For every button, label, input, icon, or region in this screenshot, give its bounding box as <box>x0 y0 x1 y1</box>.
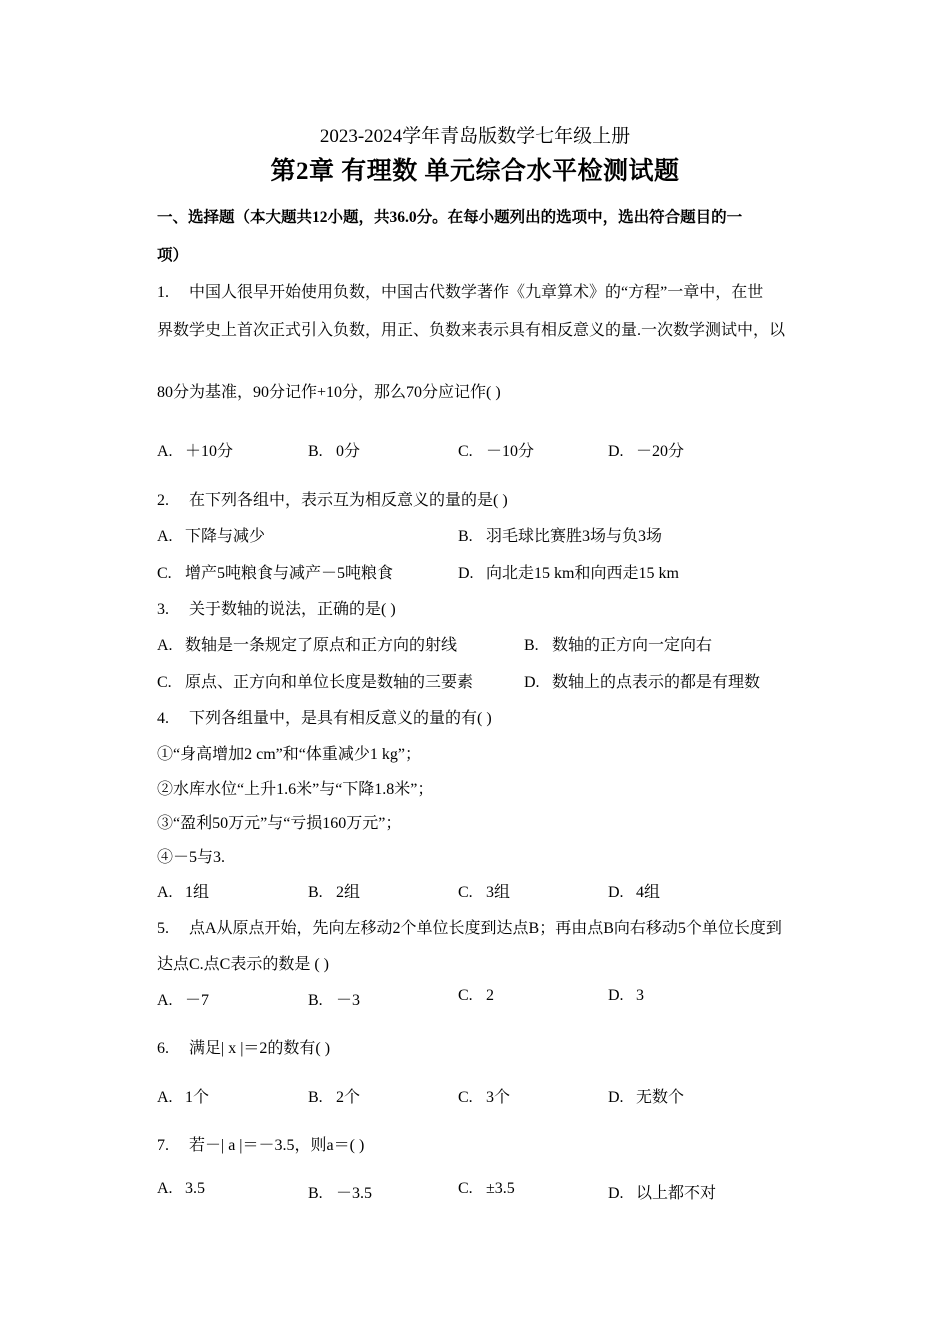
option-label: D. <box>608 1089 624 1106</box>
q3-option-b[interactable] <box>524 632 712 655</box>
section-heading-line-1: 一、选择题（本大题共12小题，共36.0分。在每小题列出的选项中，选出符合题目的一 <box>157 209 743 226</box>
q2-option-c[interactable] <box>157 560 393 583</box>
q6-option-b[interactable] <box>308 1084 360 1107</box>
question-number: 1. <box>157 284 169 301</box>
q4-option-a[interactable] <box>157 879 209 902</box>
q1-option-d[interactable] <box>608 438 684 461</box>
option-label: A. <box>157 884 173 901</box>
q7-option-a[interactable] <box>157 1180 205 1198</box>
option-text: 羽毛球比赛胜3场与负3场 <box>486 528 663 545</box>
q2-option-b[interactable] <box>458 523 662 546</box>
option-text: 2 <box>486 987 494 1004</box>
option-label: A. <box>157 637 173 654</box>
question-text: 点A从原点开始，先向左移动2个单位长度到达点B；再由点B向右移动5个单位长度到 <box>189 920 782 937</box>
option-text: ±3.5 <box>486 1180 515 1197</box>
question-text: 满足| x |＝2的数有( ) <box>189 1040 331 1057</box>
option-text: 4组 <box>636 884 661 901</box>
option-text: 3 <box>636 987 644 1004</box>
option-label: D. <box>608 443 624 460</box>
option-label: A. <box>157 1180 173 1197</box>
q1-option-b[interactable] <box>308 438 360 461</box>
question-number: 2. <box>157 492 169 509</box>
question-1 <box>157 279 763 302</box>
option-label: B. <box>458 528 473 545</box>
q7-option-b[interactable] <box>308 1180 372 1203</box>
question-2 <box>157 487 508 510</box>
q4-option-d[interactable] <box>608 879 660 902</box>
option-label: C. <box>458 443 473 460</box>
option-text: 3个 <box>486 1089 511 1106</box>
option-text: 原点、正方向和单位长度是数轴的三要素 <box>185 674 474 691</box>
option-label: A. <box>157 992 173 1009</box>
question-4-item-1: ①“身高增加2 cm”和“体重减少1 kg”； <box>157 746 421 763</box>
option-text: 1组 <box>185 884 210 901</box>
q7-option-c[interactable] <box>458 1180 515 1198</box>
q6-option-c[interactable] <box>458 1084 510 1107</box>
section-heading-line-2: 项） <box>157 247 189 264</box>
option-text: 数轴是一条规定了原点和正方向的射线 <box>185 637 458 654</box>
question-6 <box>157 1035 330 1058</box>
option-label: B. <box>308 1089 323 1106</box>
option-label: B. <box>308 884 323 901</box>
question-text: 下列各组量中，是具有相反意义的量的有( ) <box>189 710 492 727</box>
option-label: A. <box>157 1089 173 1106</box>
question-number: 3. <box>157 601 169 618</box>
q1-option-c[interactable] <box>458 438 534 461</box>
q4-option-b[interactable] <box>308 879 360 902</box>
option-label: D. <box>608 1185 624 1202</box>
option-label: C. <box>458 987 473 1004</box>
q3-option-d[interactable] <box>524 669 760 692</box>
question-number: 5. <box>157 920 169 937</box>
option-text: 数轴的正方向一定向右 <box>552 637 713 654</box>
option-text: －20分 <box>636 443 685 460</box>
question-text: 在下列各组中，表示互为相反意义的量的是( ) <box>189 492 508 509</box>
option-text: 2组 <box>336 884 361 901</box>
option-text: 无数个 <box>636 1089 685 1106</box>
option-label: C. <box>458 1089 473 1106</box>
q5-option-d[interactable] <box>608 987 644 1005</box>
option-text: －3.5 <box>336 1185 373 1202</box>
option-label: D. <box>608 884 624 901</box>
question-5-line-2: 达点C.点C表示的数是 ( ) <box>157 956 330 973</box>
option-text: 下降与减少 <box>185 528 266 545</box>
question-text: 关于数轴的说法，正确的是( ) <box>189 601 396 618</box>
option-label: B. <box>308 1185 323 1202</box>
question-number: 4. <box>157 710 169 727</box>
option-text: －7 <box>185 992 210 1009</box>
q6-option-d[interactable] <box>608 1084 684 1107</box>
option-label: C. <box>458 1180 473 1197</box>
option-label: B. <box>308 443 323 460</box>
document-title: 第2章 有理数 单元综合水平检测试题 <box>270 158 680 185</box>
q6-option-a[interactable] <box>157 1084 209 1107</box>
option-text: 1个 <box>185 1089 210 1106</box>
question-4 <box>157 705 492 728</box>
option-text: 数轴上的点表示的都是有理数 <box>552 674 761 691</box>
option-label: D. <box>524 674 540 691</box>
q2-option-a[interactable] <box>157 523 265 546</box>
option-label: A. <box>157 528 173 545</box>
option-text: 增产5吨粮食与减产－5吨粮食 <box>185 565 394 582</box>
option-text: 3组 <box>486 884 511 901</box>
question-4-item-3: ③“盈利50万元”与“亏损160万元”； <box>157 815 402 832</box>
question-number: 7. <box>157 1137 169 1154</box>
q5-option-c[interactable] <box>458 987 494 1005</box>
q2-option-d[interactable] <box>458 560 679 583</box>
option-label: A. <box>157 443 173 460</box>
document-subtitle: 2023-2024学年青岛版数学七年级上册 <box>319 126 631 147</box>
q3-option-a[interactable] <box>157 632 457 655</box>
option-text: 向北走15 km和向西走15 km <box>486 565 679 582</box>
q1-option-a[interactable] <box>157 438 233 461</box>
question-3 <box>157 596 396 619</box>
question-number: 6. <box>157 1040 169 1057</box>
question-1-line-3: 80分为基准，90分记作+10分，那么70分应记作( ) <box>157 384 501 401</box>
question-text: 若－| a |＝－3.5，则a＝( ) <box>189 1137 365 1154</box>
q3-option-c[interactable] <box>157 669 473 692</box>
question-7 <box>157 1132 364 1155</box>
q5-option-a[interactable] <box>157 987 209 1010</box>
option-text: ＋10分 <box>185 443 234 460</box>
option-text: 2个 <box>336 1089 361 1106</box>
option-label: C. <box>157 674 172 691</box>
option-label: C. <box>157 565 172 582</box>
option-text: 3.5 <box>185 1180 205 1197</box>
option-label: D. <box>458 565 474 582</box>
option-label: C. <box>458 884 473 901</box>
option-label: B. <box>524 637 539 654</box>
option-text: 0分 <box>336 443 361 460</box>
q5-option-b[interactable] <box>308 987 360 1010</box>
question-5 <box>157 915 782 938</box>
option-label: B. <box>308 992 323 1009</box>
question-1-line-2: 界数学史上首次正式引入负数，用正、负数来表示具有相反意义的量.一次数学测试中，以 <box>157 322 786 339</box>
question-4-item-4: ④－5与3. <box>157 849 226 866</box>
question-4-item-2: ②水库水位“上升1.6米”与“下降1.8米”； <box>157 781 434 798</box>
q7-option-d[interactable] <box>608 1180 716 1203</box>
q4-option-c[interactable] <box>458 879 510 902</box>
option-text: 以上都不对 <box>636 1185 717 1202</box>
option-text: －10分 <box>486 443 535 460</box>
question-text: 中国人很早开始使用负数，中国古代数学著作《九章算术》的“方程”一章中，在世 <box>189 284 764 301</box>
option-label: D. <box>608 987 624 1004</box>
option-text: －3 <box>336 992 361 1009</box>
